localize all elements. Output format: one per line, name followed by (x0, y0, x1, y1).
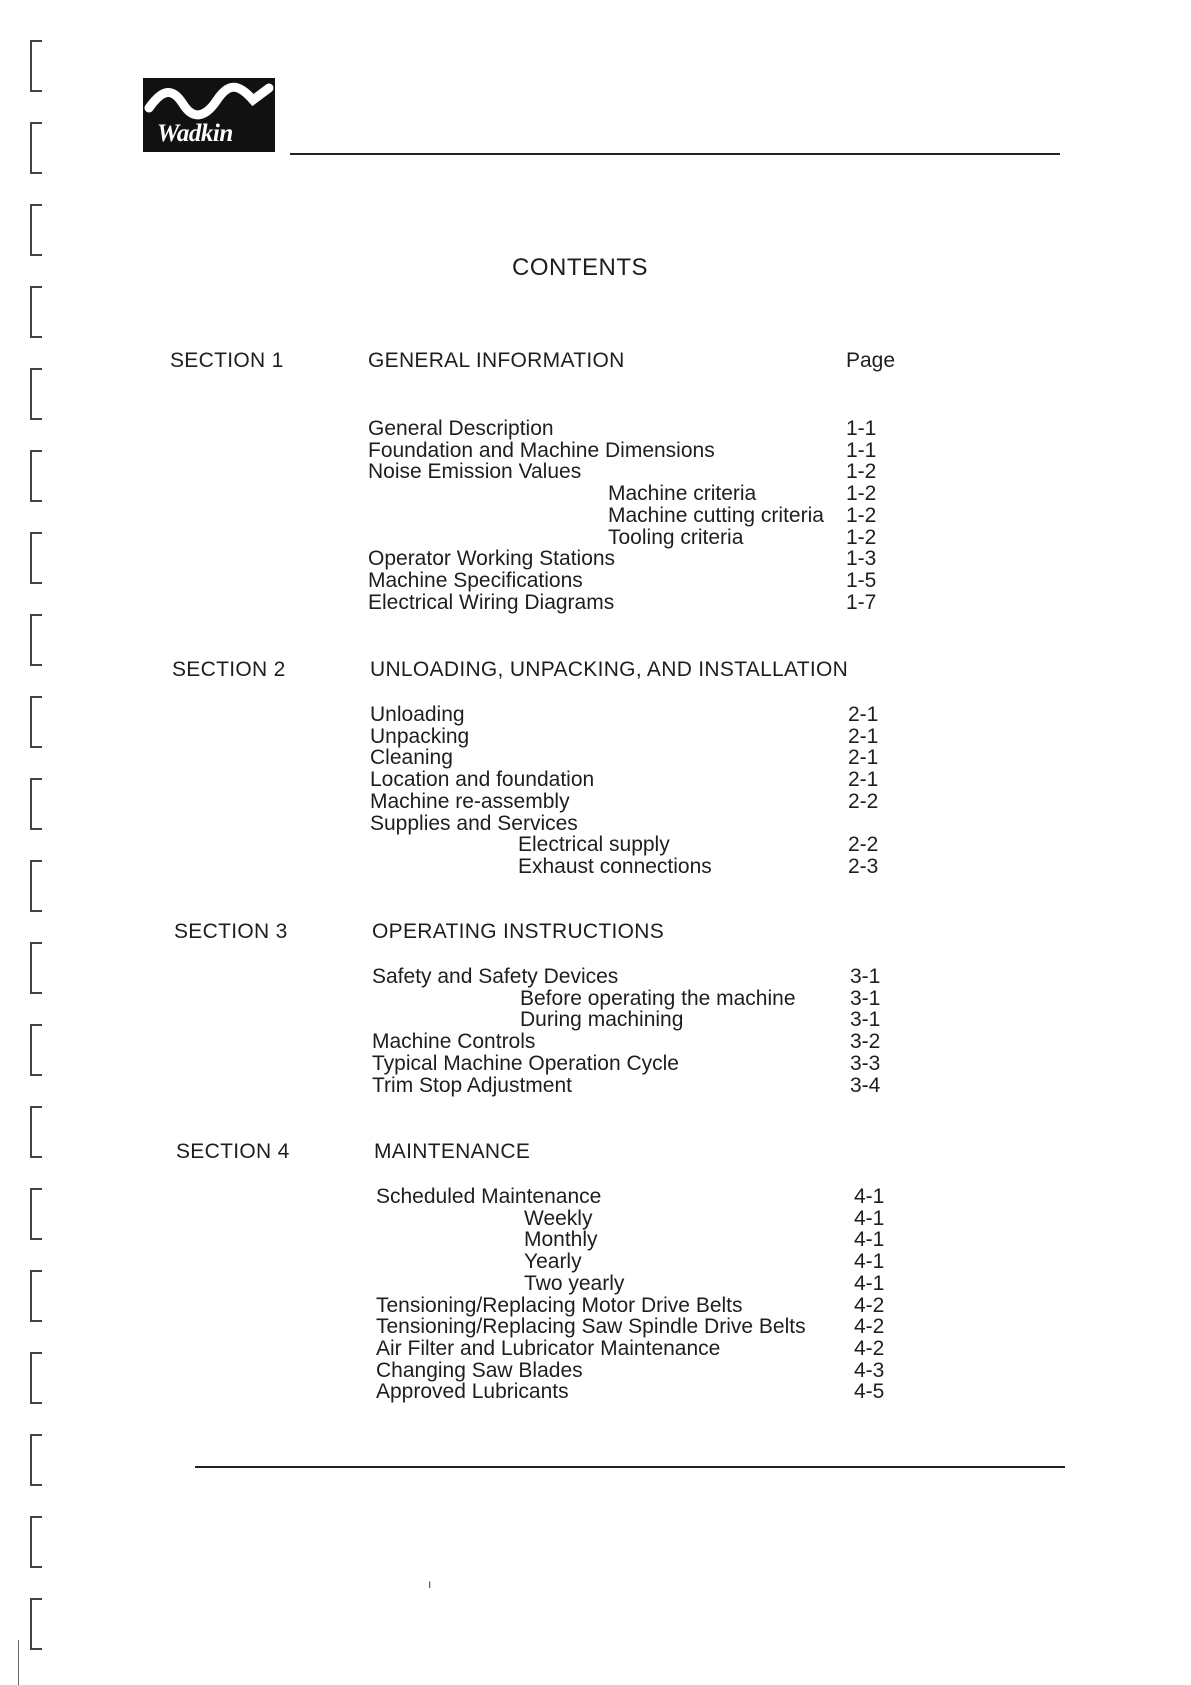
toc-entry-label: Machine Specifications (368, 568, 583, 592)
toc-entry-page: 4-2 (854, 1293, 885, 1317)
toc-entry-page: 2-1 (848, 746, 879, 770)
toc-entry-label: Machine re-assembly (370, 789, 570, 813)
binder-bracket (30, 1434, 42, 1486)
toc-entry-label: Safety and Safety Devices (372, 965, 619, 988)
toc-entry-page: 4-3 (854, 1358, 885, 1382)
toc-entry-label: Typical Machine Operation Cycle (372, 1051, 679, 1075)
toc-entry-label: Cleaning (370, 746, 453, 770)
section-label: SECTION 1 (170, 349, 284, 372)
toc-entry-label: Monthly (524, 1228, 598, 1252)
binder-bracket (30, 1270, 42, 1322)
toc-entry-label: Weekly (524, 1206, 593, 1230)
toc-entry-page: 1-5 (846, 568, 877, 592)
header-rule (290, 153, 1060, 155)
toc-entry-page: 4-1 (854, 1185, 885, 1208)
toc-entry-page: 1-1 (846, 417, 877, 440)
toc-entry-page: 1-1 (846, 438, 877, 462)
binder-edge (18, 1640, 19, 1685)
toc-entry-label: During machining (520, 1008, 684, 1032)
toc-entry-page: 1-2 (846, 503, 877, 527)
toc-entry-page: 3-2 (850, 1030, 881, 1054)
toc-entry-label: Noise Emission Values (368, 460, 582, 484)
section-label: SECTION 3 (174, 920, 288, 943)
toc-entry-label: Electrical supply (518, 833, 670, 857)
toc-entry-label: Machine criteria (608, 482, 757, 506)
toc-entry-label: Exhaust connections (518, 854, 712, 878)
binder-bracket (30, 204, 42, 256)
toc-entry-label: Operator Working Stations (368, 547, 616, 571)
toc-entry-label: Electrical Wiring Diagrams (368, 590, 615, 614)
toc-entry-label: Location and foundation (370, 768, 595, 792)
toc-entry-label: Unpacking (370, 724, 470, 748)
binder-bracket (30, 614, 42, 666)
toc-entry-label: Trim Stop Adjustment (372, 1073, 572, 1097)
toc-entry-page: 4-1 (854, 1271, 885, 1295)
toc-entry-label: Supplies and Services (370, 811, 578, 835)
wadkin-logo (143, 78, 275, 152)
toc-entry-label: Yearly (524, 1250, 582, 1274)
toc-entry-page: 2-2 (848, 789, 879, 813)
binder-bracket (30, 40, 42, 92)
toc-entry-label: General Description (368, 417, 554, 440)
toc-entry-label: Scheduled Maintenance (376, 1185, 602, 1208)
section-label: SECTION 4 (176, 1140, 290, 1163)
section-title: UNLOADING, UNPACKING, AND INSTALLATION (370, 658, 849, 681)
toc-entry-page: 4-2 (854, 1336, 885, 1360)
section-title: OPERATING INSTRUCTIONS (372, 920, 665, 943)
toc-entry-label: Unloading (370, 703, 465, 726)
section-title: GENERAL INFORMATION (368, 349, 625, 372)
toc-entry-label: Machine cutting criteria (608, 503, 824, 527)
binder-bracket (30, 778, 42, 830)
logo-text: Wadkin (157, 120, 233, 147)
toc-entry-label: Machine Controls (372, 1030, 536, 1054)
toc-entry-page: 1-2 (846, 482, 877, 506)
toc-entry-label: Foundation and Machine Dimensions (368, 438, 715, 462)
toc-entry-page: 1-2 (846, 525, 877, 549)
toc-entry-page: 2-2 (848, 833, 879, 857)
toc-entry-page: 4-1 (854, 1206, 885, 1230)
toc-entry-page: 4-5 (854, 1380, 885, 1404)
toc-entry-label: Tensioning/Replacing Motor Drive Belts (376, 1293, 743, 1317)
binder-bracket (30, 122, 42, 174)
toc-entry-page: 3-3 (850, 1051, 881, 1075)
binder-bracket (30, 1024, 42, 1076)
binder-bracket (30, 1106, 42, 1158)
binder-bracket (30, 532, 42, 584)
page-title: CONTENTS (512, 254, 648, 281)
toc-entry-label: Approved Lubricants (376, 1380, 569, 1404)
binder-bracket (30, 286, 42, 338)
binder-bracket (30, 450, 42, 502)
toc-entry-page: 2-3 (848, 854, 879, 878)
toc-entry-page: 1-7 (846, 590, 877, 614)
toc-entry-page: 3-1 (850, 986, 881, 1010)
section-title: MAINTENANCE (374, 1140, 531, 1163)
footer-rule (195, 1466, 1065, 1468)
section-label: SECTION 2 (172, 658, 286, 681)
binder-bracket (30, 1598, 42, 1650)
toc-entry-label: Tensioning/Replacing Saw Spindle Drive Belts (376, 1315, 806, 1339)
toc-entry-page: 4-1 (854, 1250, 885, 1274)
toc-entry-page: 4-1 (854, 1228, 885, 1252)
toc-entry-page: 1-3 (846, 547, 877, 571)
binder-bracket (30, 696, 42, 748)
toc-entry-label: Two yearly (524, 1271, 625, 1295)
binder-bracket (30, 1352, 42, 1404)
toc-entry-page: 3-1 (850, 965, 881, 988)
toc-entry-page: 3-1 (850, 1008, 881, 1032)
binder-bracket (30, 942, 42, 994)
toc-entry-page: 2-1 (848, 768, 879, 792)
toc-entry-page: 1-2 (846, 460, 877, 484)
toc-entry-label: Changing Saw Blades (376, 1358, 583, 1382)
binder-bracket (30, 1516, 42, 1568)
toc-entry-label: Tooling criteria (608, 525, 744, 549)
toc-entry-label: Air Filter and Lubricator Maintenance (376, 1336, 721, 1360)
page-column-header: Page (846, 349, 896, 372)
binder-bracket (30, 860, 42, 912)
toc-entry-page: 3-4 (850, 1073, 881, 1097)
footer-mark: ı (428, 1577, 432, 1591)
toc-entry-page: 2-1 (848, 724, 879, 748)
toc-entry-page: 4-2 (854, 1315, 885, 1339)
binder-bracket (30, 1188, 42, 1240)
toc-entry-page: 2-1 (848, 703, 879, 726)
toc-entry-label: Before operating the machine (520, 986, 796, 1010)
binder-bracket (30, 368, 42, 420)
